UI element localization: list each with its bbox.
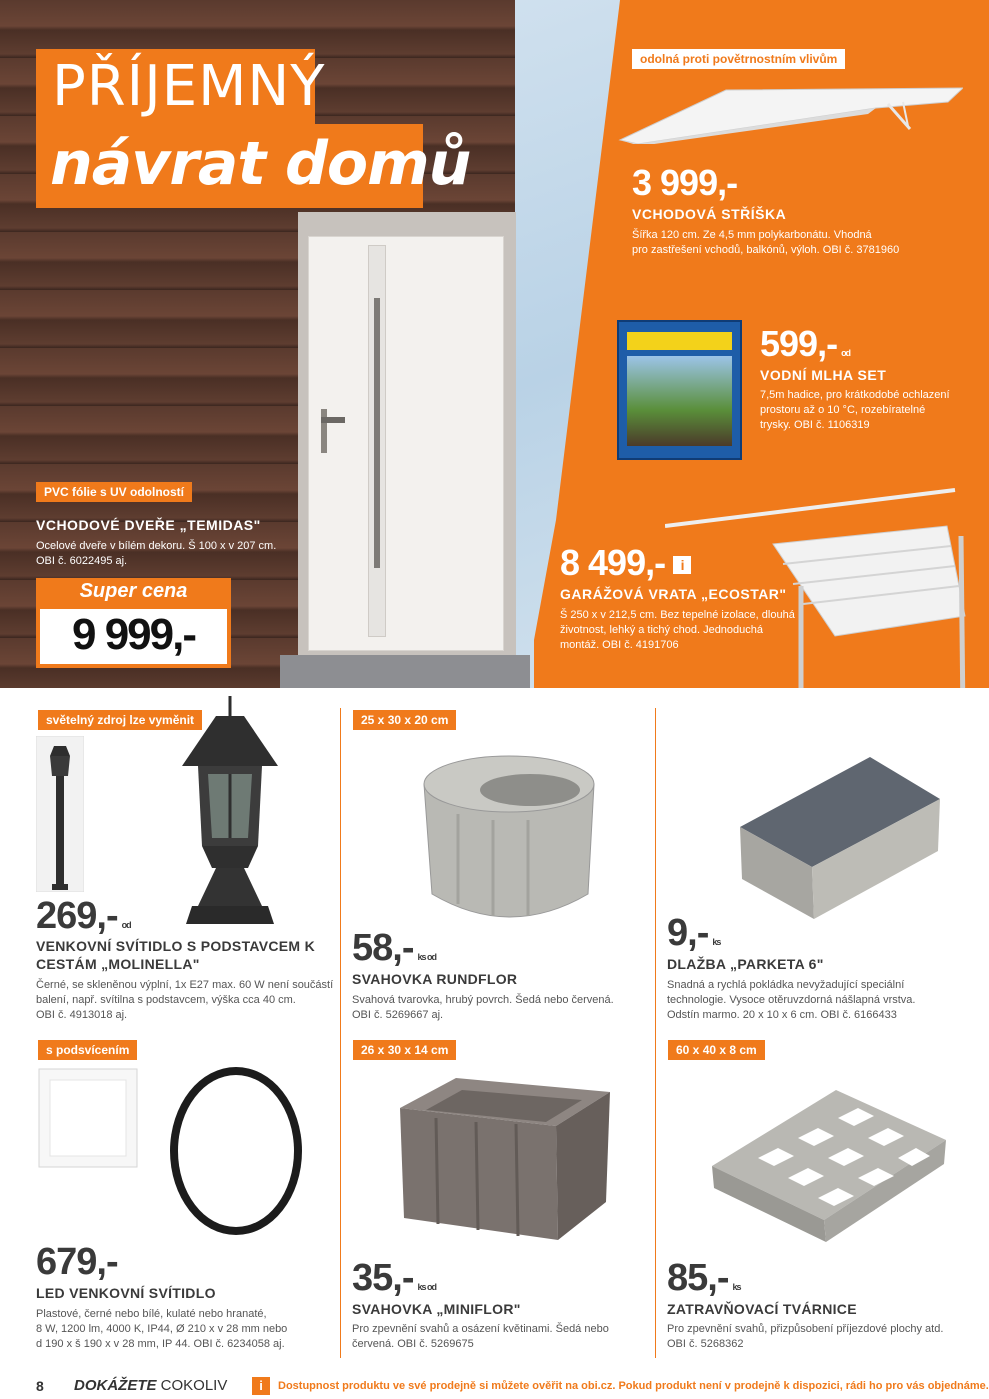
parketa-desc-3: Odstín marmo. 20 x 10 x 6 cm. OBI č. 6166433 xyxy=(667,1009,897,1021)
slogan-bold: DOKÁŽETE xyxy=(74,1377,157,1394)
canopy-desc-2: pro zastřešení vchodů, balkónů, výloh. OBI č. 3781960 xyxy=(632,244,900,256)
page-number: 8 xyxy=(36,1378,44,1394)
water-mist-box-image xyxy=(617,320,742,460)
led-name: LED VENKOVNÍ SVÍTIDLO xyxy=(36,1285,216,1301)
rundflor-name: SVAHOVKA RUNDFLOR xyxy=(352,971,518,987)
door-lock xyxy=(321,409,327,453)
led-desc-3: d 190 x š 190 x v 28 mm, IP 44. OBI č. 6234058 aj. xyxy=(36,1338,285,1350)
info-icon: i xyxy=(673,556,691,574)
miniflor-tag: 26 x 30 x 14 cm xyxy=(353,1040,456,1060)
canopy-tag: odolná proti povětrnostním vlivům xyxy=(632,49,845,69)
led-desc-1: Plastové, černé nebo bílé, kulaté nebo hranaté, xyxy=(36,1308,267,1320)
garage-desc-3: montáž. OBI č. 4191706 xyxy=(560,639,679,651)
zatrav-name: ZATRAVŇOVACÍ TVÁRNICE xyxy=(667,1301,857,1317)
rundflor-desc-2: OBI č. 5269667 aj. xyxy=(352,1009,444,1021)
slogan-rest: COKOLIV xyxy=(160,1377,228,1394)
lamp-price: 269,- xyxy=(36,895,118,937)
door-name: VCHODOVÉ DVEŘE „TEMIDAS" xyxy=(36,517,261,533)
page-footer xyxy=(0,1372,989,1399)
door-glass-strip xyxy=(368,245,386,637)
rundflor-price: 58,- xyxy=(352,927,414,969)
headline-line2: návrat domů xyxy=(50,129,471,199)
lamp-desc-1: Černé, se skleněnou výplní, 1x E27 max. 60 W není součástí xyxy=(36,979,334,991)
box-photo xyxy=(627,356,732,446)
garage-price: 8 499,- xyxy=(560,542,666,583)
zatrav-tag: 60 x 40 x 8 cm xyxy=(668,1040,765,1060)
door-handle xyxy=(321,417,345,423)
led-round-image xyxy=(165,1062,307,1240)
parketa-desc-1: Snadná a rychlá pokládka nevyžadující speciální xyxy=(667,979,905,991)
garage-desc-1: Š 250 x v 212,5 cm. Bez tepelné izolace, dlouhá xyxy=(560,609,795,621)
lamp-name-1: VENKOVNÍ SVÍTIDLO S PODSTAVCEM K xyxy=(36,938,315,954)
zatrav-desc-2: OBI č. 5268362 xyxy=(667,1338,744,1350)
mist-desc-2: prostoru až o 10 °C, rozebíratelné xyxy=(760,404,926,416)
canopy-image xyxy=(618,84,963,144)
mist-name: VODNÍ MLHA SET xyxy=(760,367,887,383)
mist-desc-3: trysky. OBI č. 1106319 xyxy=(760,419,870,431)
grass-paver-image xyxy=(708,1086,950,1246)
lamp-desc-2: balení, např. svítilna s podstavcem, výška cca 40 cm. xyxy=(36,994,296,1006)
door-tag: PVC fólie s UV odolností xyxy=(36,482,192,502)
parketa-price: 9,- xyxy=(667,912,709,954)
mist-price-suffix: od xyxy=(841,348,851,358)
door-image xyxy=(308,236,504,651)
canopy-name: VCHODOVÁ STŘÍŠKA xyxy=(632,206,787,222)
lamp-name-2: CESTÁM „MOLINELLA" xyxy=(36,956,200,972)
box-banner xyxy=(627,332,732,350)
hero-section xyxy=(0,0,989,688)
canopy-desc-1: Šířka 120 cm. Ze 4,5 mm polykarbonátu. Vhodná xyxy=(632,229,872,241)
door-desc-2: OBI č. 6022495 aj. xyxy=(36,555,128,567)
led-square-image xyxy=(38,1068,138,1168)
parketa-name: DLAŽBA „PARKETA 6" xyxy=(667,956,824,972)
zatrav-desc-1: Pro zpevnění svahů, přizpůsobení příjezdové plochy atd. xyxy=(667,1323,944,1335)
footer-slogan xyxy=(74,1377,227,1394)
headline-line1: PŘÍJEMNÝ xyxy=(52,54,326,119)
footer-note: Dostupnost produktu ve své prodejně si můžete ověřit na obi.cz. Pokud produkt není v prodejně k dispozici, rádi ho pro vás objednáme. xyxy=(278,1380,989,1392)
parketa-paving-image xyxy=(738,755,942,921)
zatrav-price-suffix: ks xyxy=(732,1282,741,1292)
door-price: 9 999,- xyxy=(72,610,195,659)
led-price: 679,- xyxy=(36,1241,118,1283)
rundflor-price-suffix: ks od xyxy=(417,952,436,962)
rundflor-tag: 25 x 30 x 20 cm xyxy=(353,710,456,730)
rundflor-desc-1: Svahová tvarovka, hrubý povrch. Šedá nebo červená. xyxy=(352,994,614,1006)
mist-desc-1: 7,5m hadice, pro krátkodobé ochlazení xyxy=(760,389,950,401)
door-desc-1: Ocelové dveře v bílém dekoru. Š 100 x v 207 cm. xyxy=(36,540,277,552)
rundflor-image xyxy=(418,744,600,924)
miniflor-name: SVAHOVKA „MINIFLOR" xyxy=(352,1301,521,1317)
garage-price-row xyxy=(560,544,691,582)
garage-name: GARÁŽOVÁ VRATA „ECOSTAR" xyxy=(560,586,787,602)
super-price-label: Super cena xyxy=(79,580,188,602)
mist-price-row xyxy=(760,325,850,372)
led-tag: s podsvícením xyxy=(38,1040,137,1060)
miniflor-price: 35,- xyxy=(352,1257,414,1299)
canopy-price: 3 999,- xyxy=(632,162,738,203)
lamp-desc-3: OBI č. 4913018 aj. xyxy=(36,1009,128,1021)
column-divider-2 xyxy=(655,708,656,1358)
parketa-price-suffix: ks xyxy=(712,937,721,947)
footer-info-icon: i xyxy=(252,1377,270,1395)
door-step xyxy=(280,655,530,688)
lamp-image xyxy=(178,696,282,928)
led-desc-2: 8 W, 1200 lm, 4000 K, IP44, Ø 210 x v 28 mm nebo xyxy=(36,1323,288,1335)
lamp-tag: světelný zdroj lze vyměnit xyxy=(38,710,202,730)
zatrav-price: 85,- xyxy=(667,1257,729,1299)
miniflor-price-suffix: ks od xyxy=(417,1282,436,1292)
lamp-price-suffix: od xyxy=(121,920,131,930)
garage-desc-2: životnost, lehký a tichý chod. Jednoduchá xyxy=(560,624,764,636)
miniflor-desc-1: Pro zpevnění svahů a osázení květinami. Šedá nebo xyxy=(352,1323,609,1335)
miniflor-image xyxy=(396,1078,614,1244)
miniflor-desc-2: červená. OBI č. 5269675 xyxy=(352,1338,474,1350)
mist-price: 599,- xyxy=(760,323,838,364)
lamp-post-image xyxy=(36,736,84,892)
parketa-desc-2: technologie. Vysoce otěruvzdorná nášlapná vrstva. xyxy=(667,994,916,1006)
column-divider-1 xyxy=(340,708,341,1358)
